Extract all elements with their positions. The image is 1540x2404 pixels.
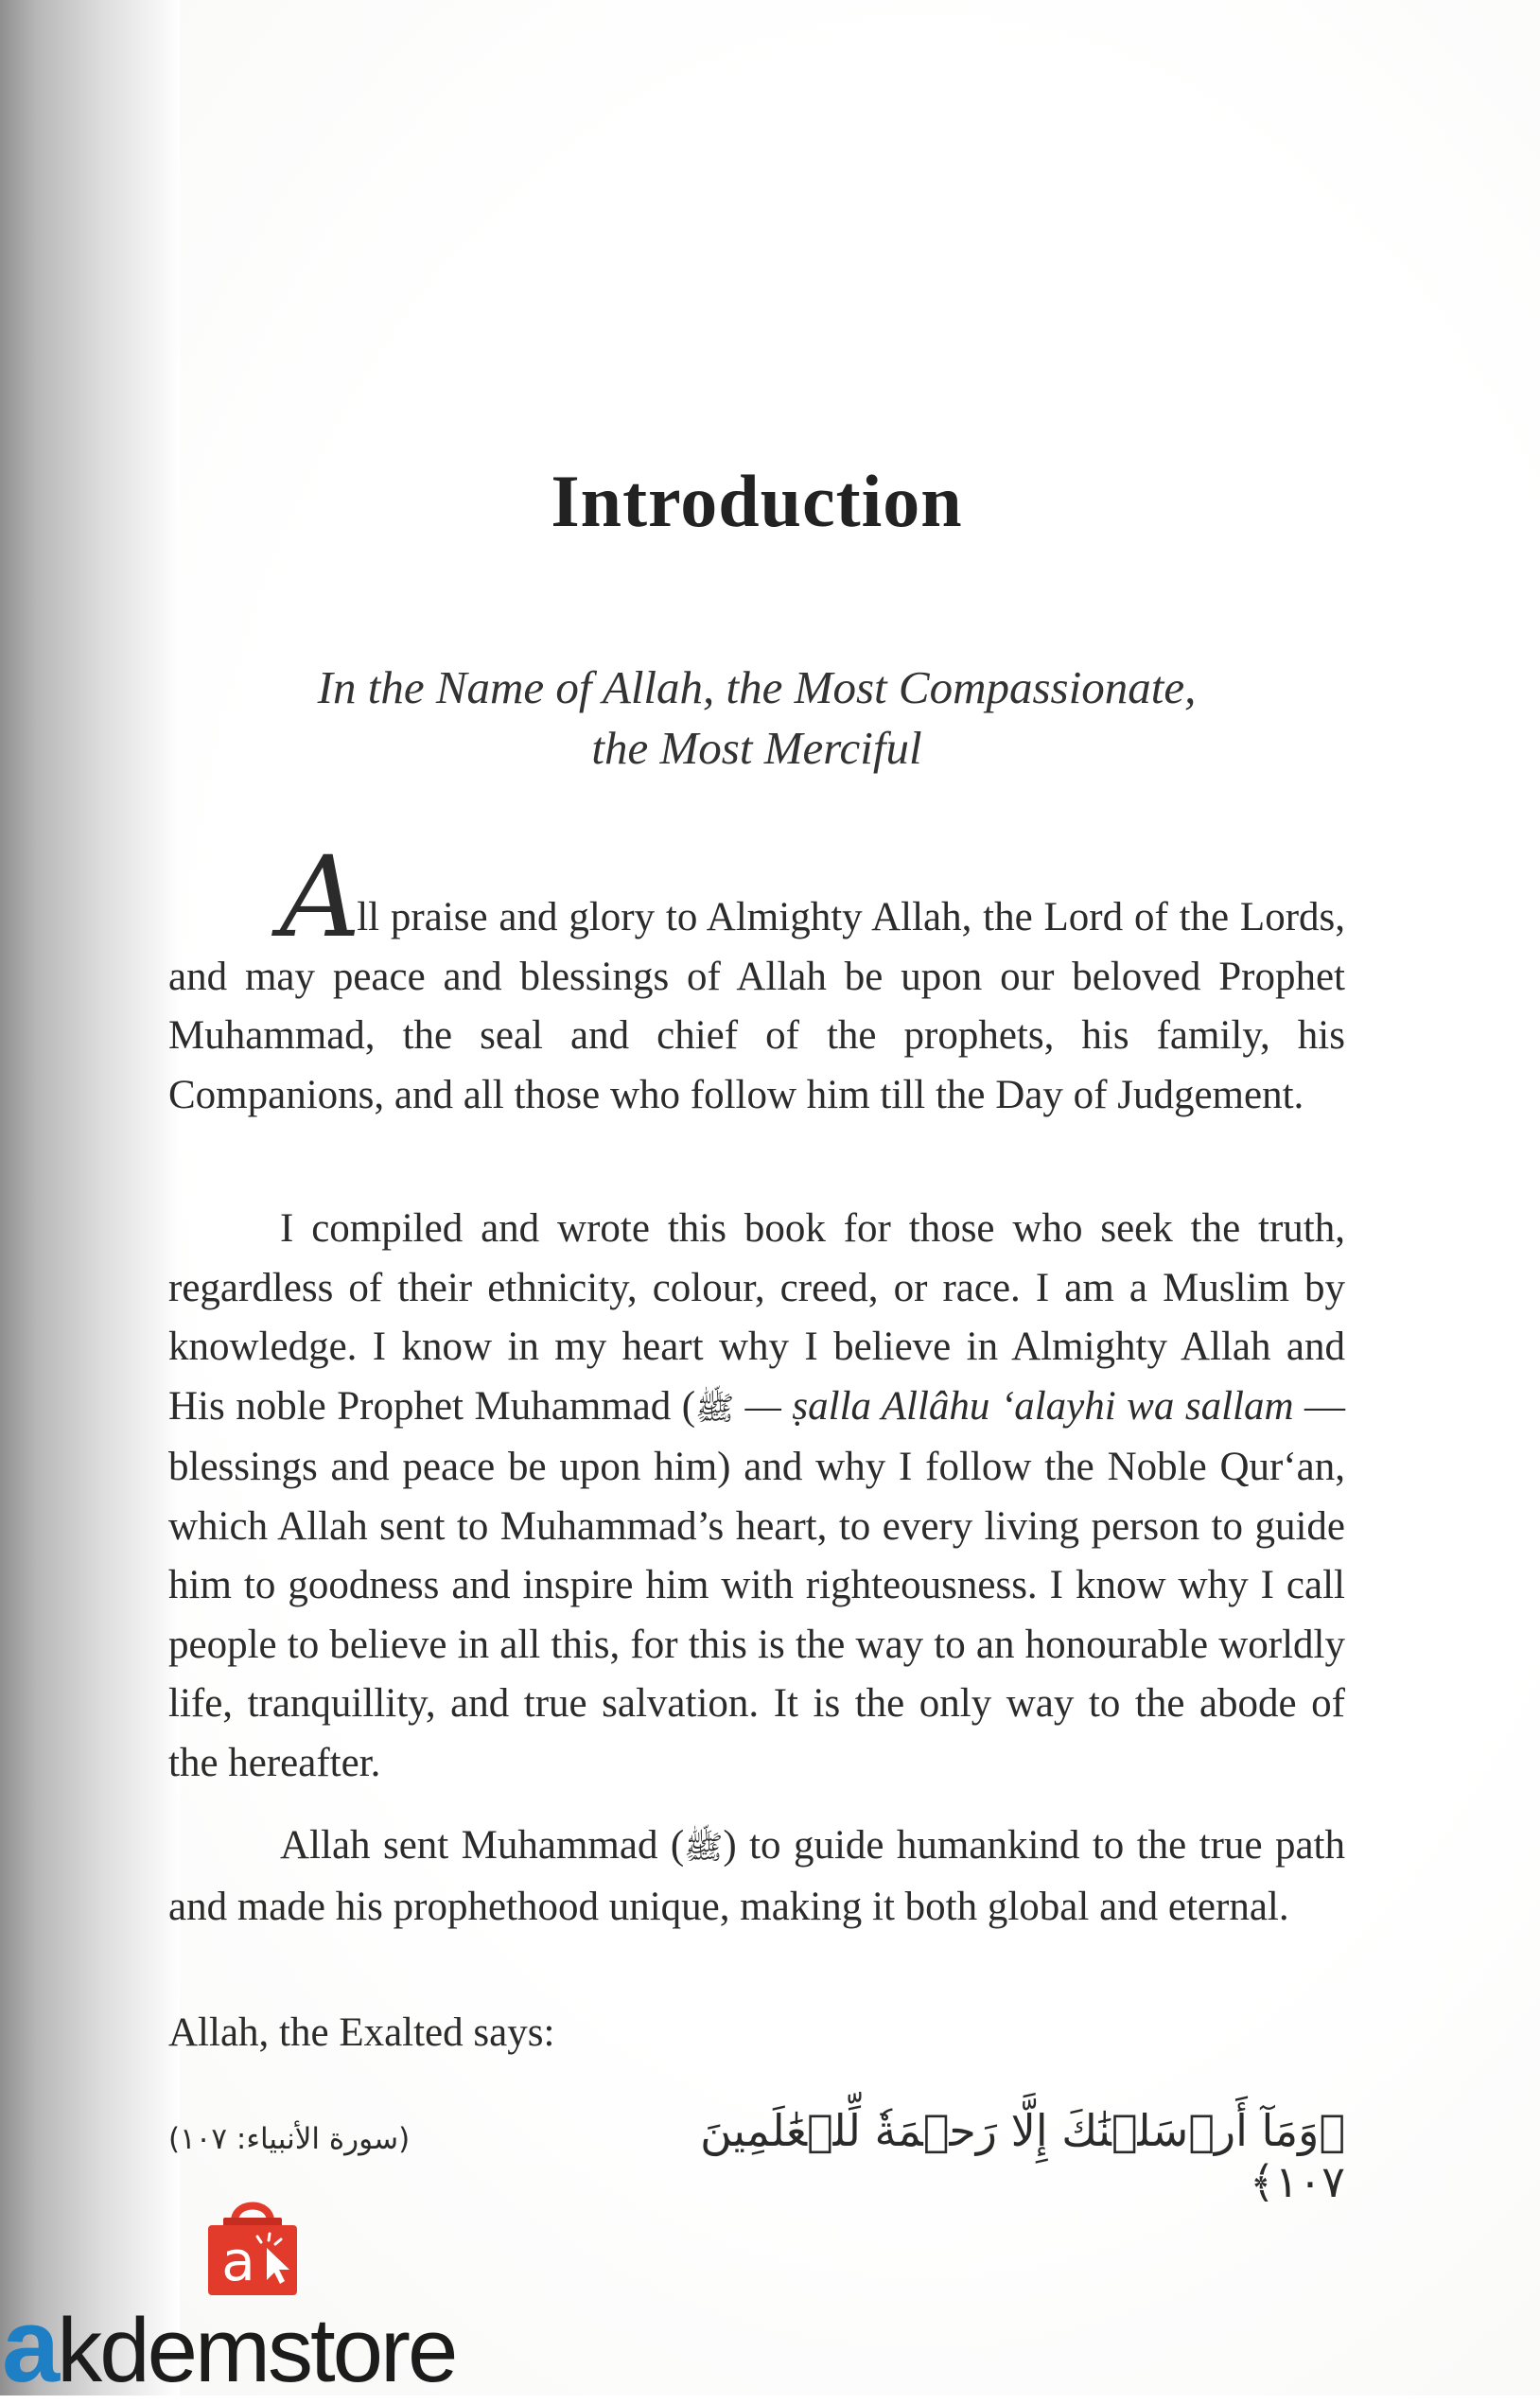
salawat-symbol: ﷺ <box>695 1389 735 1428</box>
basmala-line-2: the Most Merciful <box>591 722 922 774</box>
page-title: Introduction <box>551 460 963 542</box>
quran-verse: ﴿وَمَآ أَرۡسَلۡنَٰكَ إِلَّا رَحۡمَةٗ لِّلۡعَٰلَمِينَ ١٠٧﴾ <box>700 2105 1345 2207</box>
shopping-bag-icon <box>201 2193 305 2299</box>
paragraph-2-text-b: — blessings and peace be upon him) and why I follow the Noble Qur‘an, which Allah sent to Muhammad’s heart, to every living person to guide him to goodness and inspire him with righteousness. I know why I call people to believe in all this, for this is the way to an honourable worldly life, tranquillity, and true salvation. It is the only way to the abode of the hereafter. <box>168 1383 1346 1785</box>
binding-shadow <box>0 0 180 2395</box>
verse-reference: (سورة الأنبياء: ١٠٧) <box>168 2122 411 2156</box>
drop-cap: A <box>280 832 361 962</box>
basmala <box>168 658 1345 779</box>
brand-initial: a <box>2 2288 58 2404</box>
brand-name: kdemstore <box>57 2300 456 2401</box>
brand-watermark <box>2 2288 456 2404</box>
paragraph-2 <box>168 1200 1345 1793</box>
paragraph-2-text-a: I compiled and wrote this book for those who seek the truth, regardless of their ethnicity, colour, creed, or race. I am a Muslim by knowledge. I know in my heart why I believe in Almighty Allah and His noble Prophet Muhammad ( <box>168 1206 1345 1429</box>
paragraph-3-text-a: Allah sent Muhammad ( <box>280 1823 685 1868</box>
basmala-line-1: In the Name of Allah, the Most Compassionate, <box>317 661 1197 713</box>
paragraph-2-italic: — ṣalla Allâhu ‘alayhi wa sallam <box>734 1383 1294 1429</box>
paragraph-1 <box>168 832 1345 1125</box>
salawat-symbol: ﷺ <box>684 1829 724 1867</box>
paragraph-4 <box>168 2004 1345 2063</box>
paragraph-1-text: ll praise and glory to Almighty Allah, the Lord of the Lords, and may peace and blessings of Allah be upon our beloved Prophet Muhammad, the seal and chief of the prophets, his family, his Companions, and all those who follow him till the Day of Judgement. <box>168 895 1345 1117</box>
bag-letter: a <box>221 2229 255 2293</box>
paragraph-3-text-b: ) to guide humankind to the true path and made his prophethood unique, making it both global and eternal. <box>168 1823 1346 1929</box>
paragraph-4-text: Allah, the Exalted says: <box>168 2010 555 2055</box>
paragraph-3 <box>168 1816 1345 1937</box>
